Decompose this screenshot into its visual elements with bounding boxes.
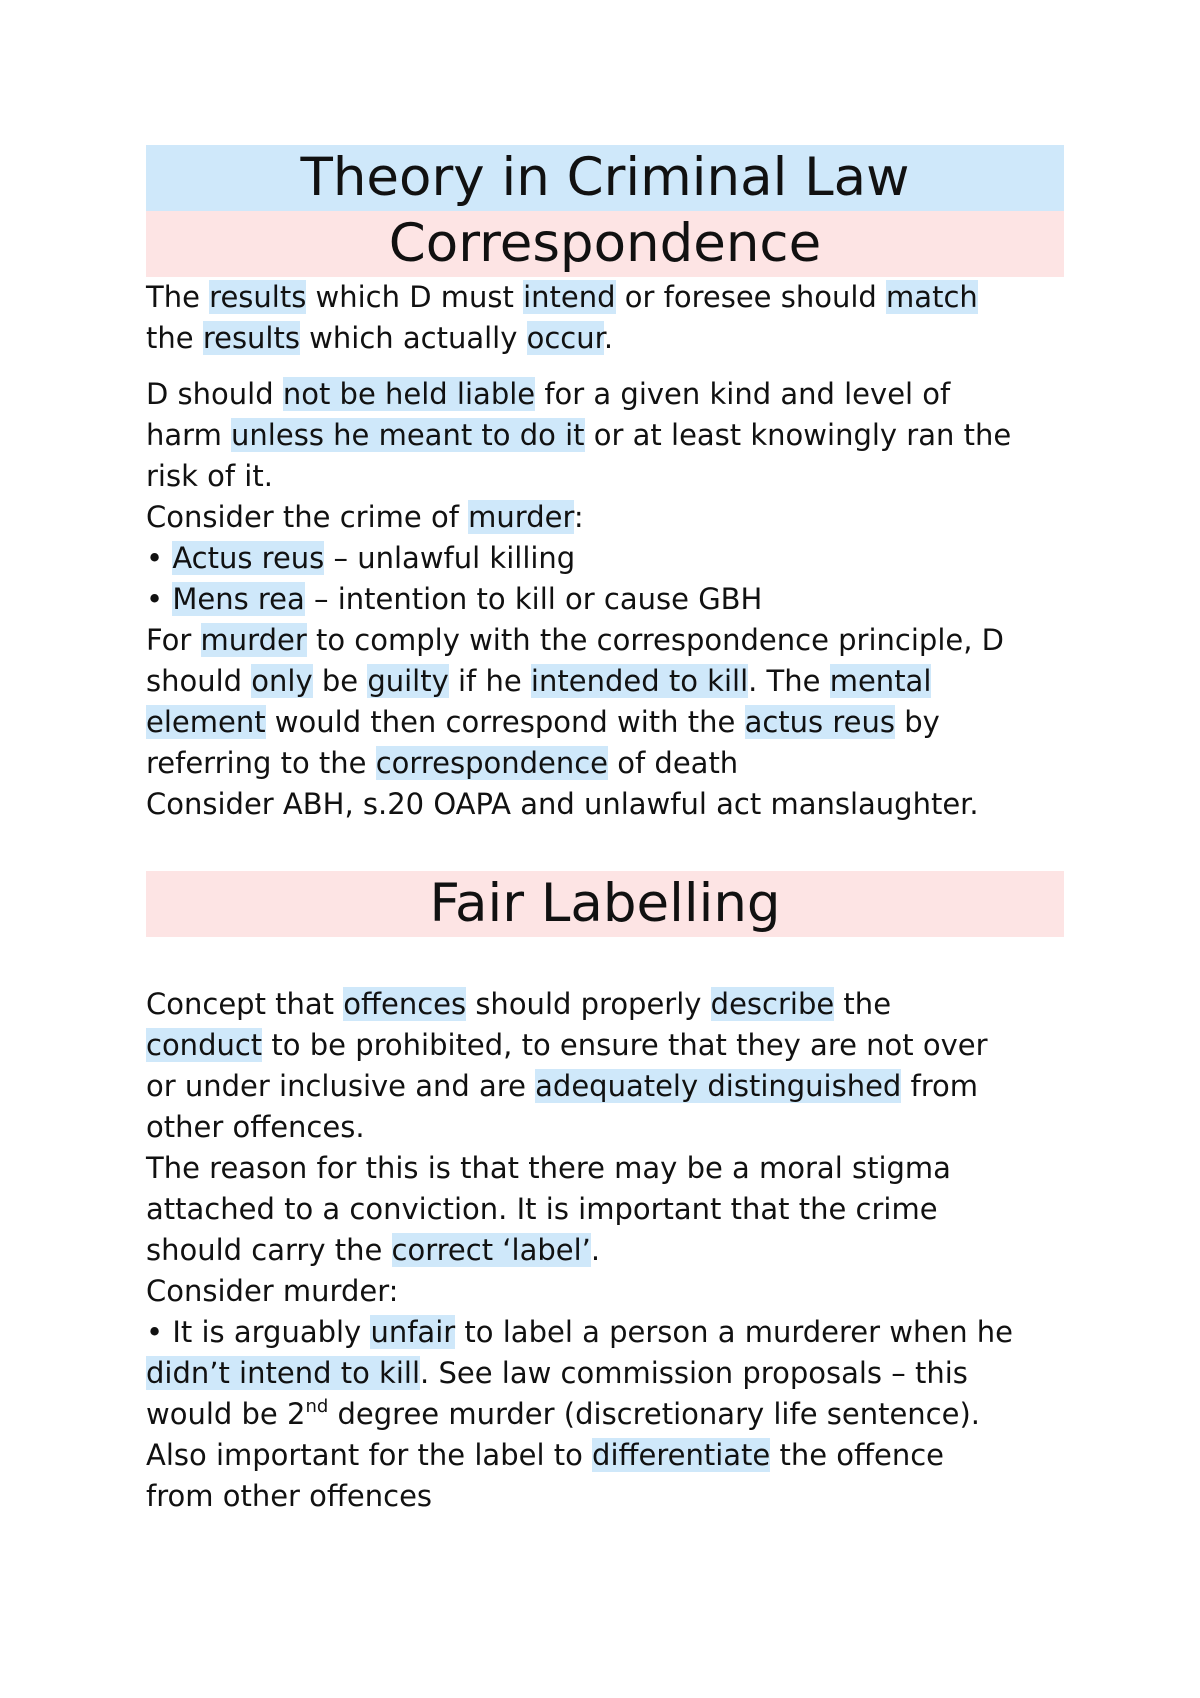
highlighted-term: unless he meant to do it: [231, 418, 585, 452]
text-run: D should: [146, 377, 283, 411]
text-run: :: [573, 500, 584, 534]
highlighted-term: guilty: [367, 664, 449, 698]
correspondence-heading: Correspondence: [146, 211, 1064, 277]
text-line: [146, 1066, 1064, 1107]
highlighted-term: results: [202, 321, 300, 355]
page-title: Theory in Criminal Law: [146, 145, 1064, 211]
text-run: if he: [448, 664, 531, 698]
text-run: For: [146, 623, 201, 657]
bullet-glyph: •: [146, 541, 173, 575]
ordinal-superscript: nd: [305, 1396, 329, 1417]
highlighted-term: Actus reus: [172, 541, 325, 575]
text-line: Consider murder:: [146, 1274, 399, 1308]
text-run: by: [895, 705, 940, 739]
text-line: [146, 318, 1064, 359]
text-run: • It is arguably: [146, 1315, 371, 1349]
text-line: [146, 1394, 1064, 1435]
text-line: [146, 374, 1064, 415]
text-run: harm: [146, 418, 232, 452]
highlighted-term: offences: [343, 987, 467, 1021]
highlighted-term: only: [251, 664, 313, 698]
highlighted-term: describe: [710, 987, 835, 1021]
text-line: [146, 277, 1064, 318]
fair-labelling-section: [146, 984, 1064, 1517]
fair-labelling-heading: Fair Labelling: [146, 871, 1064, 937]
text-run: to be prohibited, to ensure that they are not over: [262, 1028, 988, 1062]
highlighted-term: didn’t intend to kill: [146, 1356, 421, 1390]
text-run: or under inclusive and are: [146, 1069, 536, 1103]
highlighted-term: conduct: [146, 1028, 263, 1062]
highlighted-term: differentiate: [592, 1438, 771, 1472]
text-line: attached to a conviction. It is important that the crime: [146, 1192, 938, 1226]
text-line: [146, 620, 1064, 661]
text-line: risk of it.: [146, 459, 273, 493]
text-run: should: [146, 664, 252, 698]
text-run: – unlawful killing: [324, 541, 576, 575]
highlighted-term: not be held liable: [282, 377, 536, 411]
text-run: the: [834, 987, 892, 1021]
text-run: Concept that: [146, 987, 344, 1021]
highlighted-term: mental: [829, 664, 932, 698]
highlighted-term: correspondence: [375, 746, 609, 780]
text-run: to comply with the correspondence principle, D: [306, 623, 1004, 657]
text-run: . The: [748, 664, 830, 698]
text-line: from other offences: [146, 1479, 433, 1513]
text-line: [146, 415, 1064, 456]
text-run: which actually: [299, 321, 527, 355]
highlighted-term: unfair: [370, 1315, 456, 1349]
text-run: or foresee should: [615, 280, 887, 314]
text-run: or at least knowingly ran the: [584, 418, 1012, 452]
text-run: The: [146, 280, 210, 314]
document-page: [146, 145, 1064, 1517]
bullet-item: [146, 579, 1064, 620]
text-line: [146, 661, 1064, 702]
text-run: .: [603, 321, 614, 355]
highlighted-term: intended to kill: [530, 664, 749, 698]
text-run: to label a person a murderer when he: [455, 1315, 1014, 1349]
highlighted-term: actus reus: [744, 705, 895, 739]
highlighted-term: murder: [468, 500, 574, 534]
bullet-glyph: •: [146, 582, 173, 616]
text-line: other offences.: [146, 1110, 365, 1144]
text-run: the offence: [770, 1438, 945, 1472]
text-run: of death: [608, 746, 739, 780]
text-run: should properly: [466, 987, 711, 1021]
text-run: – intention to kill or cause GBH: [304, 582, 763, 616]
text-line: [146, 743, 1064, 784]
text-run: should carry the: [146, 1233, 392, 1267]
text-run: would be 2: [146, 1397, 306, 1431]
text-line: [146, 1353, 1064, 1394]
text-run: for a given kind and level of: [535, 377, 951, 411]
text-line: [146, 984, 1064, 1025]
text-run: from: [901, 1069, 979, 1103]
text-line: Consider ABH, s.20 OAPA and unlawful act manslaughter.: [146, 787, 979, 821]
bullet-item: [146, 1312, 1064, 1353]
highlighted-term: match: [886, 280, 978, 314]
text-run: . See law commission proposals – this: [420, 1356, 968, 1390]
text-run: Consider the crime of: [146, 500, 469, 534]
text-run: degree murder (discretionary life sentence).: [328, 1397, 981, 1431]
text-run: .: [590, 1233, 601, 1267]
text-run: referring to the: [146, 746, 376, 780]
highlighted-term: intend: [523, 280, 616, 314]
highlighted-term: Mens rea: [172, 582, 305, 616]
text-run: which D must: [306, 280, 524, 314]
text-line: [146, 702, 1064, 743]
text-run: be: [312, 664, 368, 698]
text-run: Also important for the label to: [146, 1438, 593, 1472]
highlighted-term: murder: [200, 623, 307, 657]
text-run: would then correspond with the: [265, 705, 745, 739]
highlighted-term: element: [146, 705, 266, 739]
highlighted-term: correct ‘label’: [391, 1233, 591, 1267]
text-line: [146, 1435, 1064, 1476]
highlighted-term: occur: [526, 321, 604, 355]
highlighted-term: results: [209, 280, 307, 314]
text-line: [146, 1025, 1064, 1066]
highlighted-term: adequately distinguished: [535, 1069, 902, 1103]
text-run: the: [146, 321, 203, 355]
correspondence-section: [146, 277, 1064, 825]
bullet-item: [146, 538, 1064, 579]
text-line: The reason for this is that there may be a moral stigma: [146, 1151, 951, 1185]
text-line: [146, 1230, 1064, 1271]
text-line: [146, 497, 1064, 538]
